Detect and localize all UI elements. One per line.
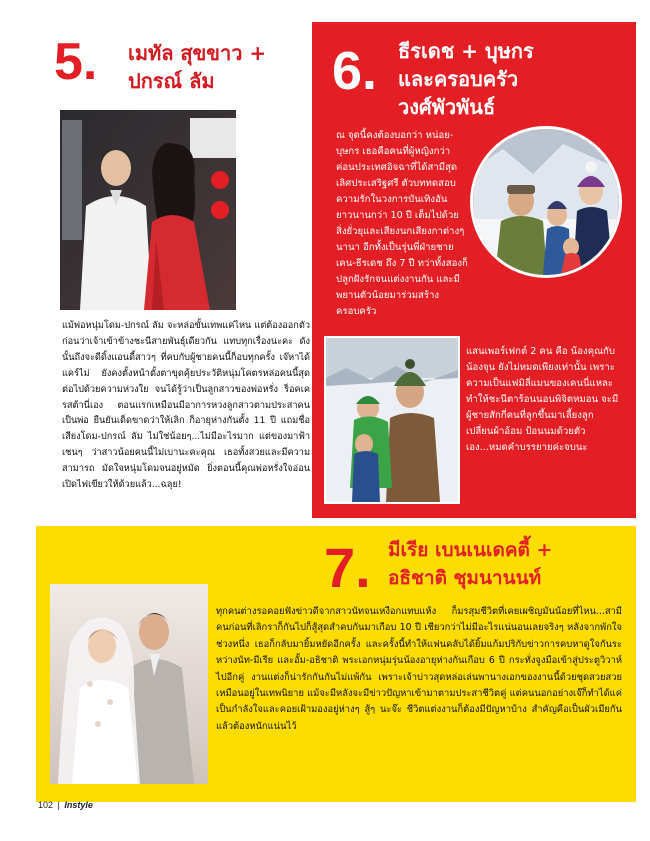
section7-title-line2: อธิชาติ ชุมนานนท์ <box>388 567 542 589</box>
section6-title-line2: และครอบครัว <box>398 67 519 91</box>
section6-title-line1: ธีรเดช + บุษกร <box>398 39 534 63</box>
section5-body: แม้พ่อหนุ่มโดม-ปกรณ์ ลัม จะหล่อขั้นเทพแค่ไหน แต่ต้องออกตัวก่อนว่าเจ้าเข้าข้างชะนีสายพันธุ์เดียวกัน แทบทุกเรื่องนะคะ ดังนั้นถึงจะดีดิ้งแอนดี้สาวๆ ที่คบกับผู้ชายคนนี้ก็อบทุกครั้ง เจ๊หาได้แคร์ไม่ ยังคงตั้งหน้าตั้งตาขุดคุ้ยประวัติหนุ่มโคตรหล่อคนนี้สุดต่อไปด้วยความห่วงใย จนได้รู้ว่าเป็นลูกสาวของพ่อหรั่ง ร็อคเครสต้านี่เอง ตอนแรกเหมือนมีอาการหวงลูกสาวตามประสาคนเป็นพ่อ ยืนยันเด็ดขาดว่าให้เลิก ก็อายุห่างกันตั้ง 11 ปี แถมชื่อเสียงโดม-ปกรณ์ ลัม ไม่ใช่น้อยๆ...ไม่มีอะไรมาก แต่ของมาฟ้าเชนๆ ว่าสาวน้อยคนนี้ไม่เบานะคะคุณ เธอทั้งสวยและมีความสามารถ มัดใจหนุ่มโดมจนอยู่หมัด ยิ่งตอนนี้คุณพ่อหรั่งใจอ่อนเปิดไฟเขียวให้ด้วยแล้ว...ฉลุย! <box>62 320 310 491</box>
section6-title-line3: วงศ์พัวพันธ์ <box>398 95 496 119</box>
section7-number: 7. <box>324 536 371 599</box>
footer-separator: | <box>57 800 60 810</box>
section6-body-part1: ณ จุดนี้คงต้องบอกว่า หน่อย-บุษกร เธอคือคนที่ผู้หญิงกว่าค่อนประเทศอิจฉาที่ได้สามีสุดเลิศประเสริฐศรี ตัวบททดสอบความรักในวงการบันเทิงอันยาวนานกว่า 10 ปี เต็มไปด้วยสิ่งยั่วยุและเสียงนกเสียงกาต่างๆ นานา อีกทั้งเป็นรุ่นพี่ฝ่ายชาย เคน-ธีรเดช ถึง 7 ปี ทว่าทั้งสองก็ปลูกฝังรักจนแต่งงานกัน และมีพยานตัวน้อยมาร่วมสร้างครอบครัว <box>336 130 468 317</box>
section6-dad-kids-photo <box>324 336 460 504</box>
section5-title-line1: เมทัล สุขขาว + <box>128 41 267 65</box>
section5-title-line2: ปกรณ์ ลัม <box>128 69 215 93</box>
section6-number: 6. <box>332 41 378 101</box>
section7-title-line1: มีเรีย เบนเนเดคตี้ + <box>388 539 553 561</box>
couple-photo-illustration <box>60 110 236 310</box>
magazine-name: Instyle <box>64 800 93 810</box>
page-footer <box>38 800 93 810</box>
section5-photo <box>60 110 236 310</box>
section5-number: 5. <box>54 33 98 91</box>
dad-and-kids-snow-illustration <box>326 338 458 502</box>
section6-family-photo <box>470 126 622 278</box>
wedding-couple-illustration <box>50 584 208 784</box>
family-snow-illustration <box>473 129 619 275</box>
page-number: 102 <box>38 800 54 810</box>
section6-body-part2: แสนเพอร์เฟกต์ 2 คน คือ น้องคุณกับน้องจุน ยังไม่หมดเพียงเท่านั้น เพราะความเป็นแฟมิลี่แมนของเคนนี่แหละทำให้ชะนีตาร้อนนอนพิจิตหมอน จะมีผู้ชายสักกี่คนที่ลูกขึ้นมาเลี้ยงลูก เปลี่ยนผ้าอ้อม ป้อนนมด้วยตัวเอง...หมดคำบรรยายค่ะจบนะ <box>466 346 619 453</box>
section7-body: ทุกคนต่างรอคอยฟังข่าวดีจากสาวนัทจนเหงือกแทบแห้ง ก็มรสุมชีวิตที่เคยเผชิญมันน้อยที่ไหน...สามีคนก่อนที่เลิกราก็กันไปก็สู้สุดสำคบกันมาเกือบ 10 ปี เชียวกว่าไม่มีอะไรแน่นอนเลยจริงๆ หลังจากพักใจช่วงหนึ่ง เธอก็กลับมายิ้มหยัดอีกครั้ง และครั้งนี้ทำให้แฟนคลับได้ยิ้มแก้มปริกับข่าวการคบหาดูใจกันระหว่างนัท-มีเรีย และอั้ม-อธิชาติ พระเอกหนุ่มรุ่นน้องอายุห่างกันเกือบ 6 ปี กระทั่งจูงมือเข้าสู่ประตูวิวาห์ไปอีกคู่ งานแต่งก็น่ารักกันกันไม่แพ้กัน เพราะเจ้าบ่าวสุดหล่อเล่นพานางเอกของงานนี้ด้วยชุดสวยสวยเหมือนอยู่ในเทพนิยาย แม้จะมีหลังจะมีข่าวปัญหาเข้ามาตามประสาชีวิตคู่ แต่คนนอกอย่างเจ๊ก็ทำได้แค่เป็นกำลังใจและคอยเฝ้ามองอยู่ห่างๆ สู้ๆ นะจ๊ะ ชีวิตแต่งงานก็ต้องมีปัญหาบ้าง สำคัญคือเป็นผัวเมียกันแล้วต้องหนักแน่นไว้ <box>216 606 622 732</box>
section7-wedding-photo <box>50 584 208 784</box>
